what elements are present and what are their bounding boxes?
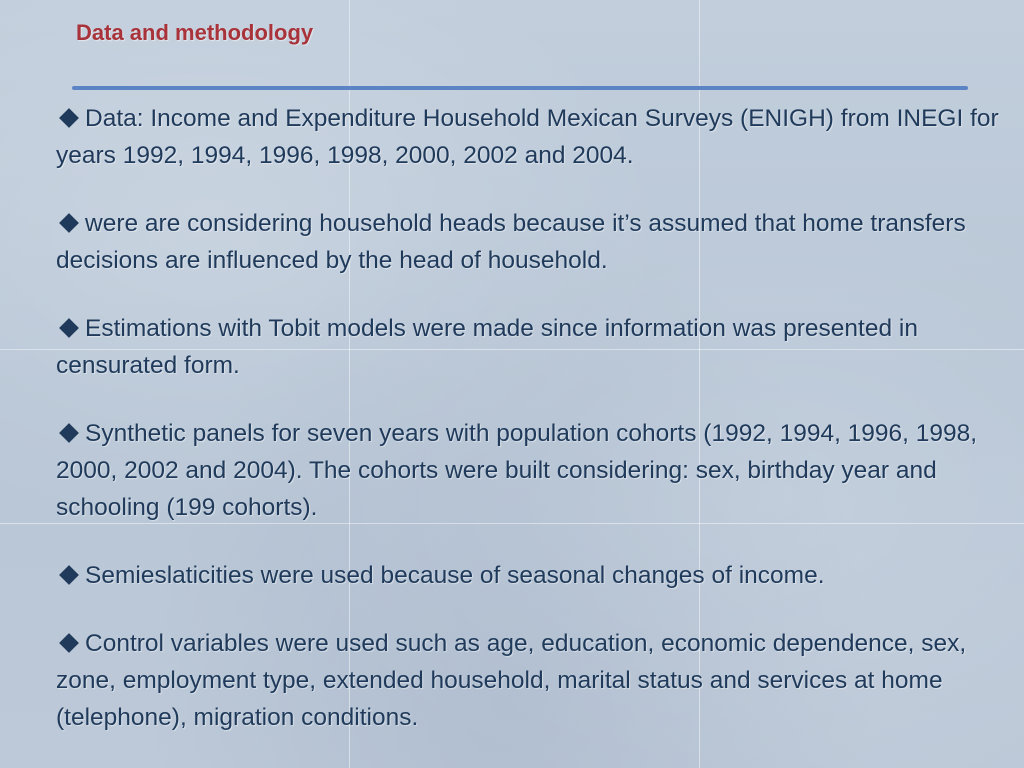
bullet-item: [56, 557, 1014, 594]
bullet-item: [56, 205, 1014, 279]
diamond-icon: [59, 633, 79, 653]
diamond-icon: [59, 423, 79, 443]
bullet-item: [56, 310, 1014, 384]
diamond-icon: [59, 565, 79, 585]
title-underline: [72, 86, 968, 90]
diamond-icon: [59, 318, 79, 338]
bullet-text: Estimations with Tobit models were made since information was presented in censurated form.: [56, 315, 918, 379]
diamond-icon: [59, 108, 79, 128]
bullet-text: Synthetic panels for seven years with population cohorts (1992, 1994, 1996, 1998, 2000, 2002 and 2004). The cohorts were built considering: sex, birthday year and schooling (199 cohorts).: [56, 420, 978, 521]
bullet-text: Data: Income and Expenditure Household Mexican Surveys (ENIGH) from INEGI for years 1992, 1994, 1996, 1998, 2000, 2002 and 2004.: [56, 105, 999, 169]
bullet-item: [56, 415, 1014, 526]
bullet-text: were are considering household heads because it’s assumed that home transfers decisions are influenced by the head of household.: [56, 210, 966, 274]
bullet-list: [56, 100, 1014, 767]
bullet-item: [56, 625, 1014, 736]
bullet-text: Control variables were used such as age, education, economic dependence, sex, zone, employment type, extended household, marital status and services at home (telephone), migration conditions.: [56, 630, 967, 731]
bullet-text: Semieslaticities were used because of seasonal changes of income.: [85, 562, 825, 589]
slide-title: Data and methodology: [76, 20, 314, 45]
bullet-item: [56, 100, 1014, 174]
diamond-icon: [59, 213, 79, 233]
